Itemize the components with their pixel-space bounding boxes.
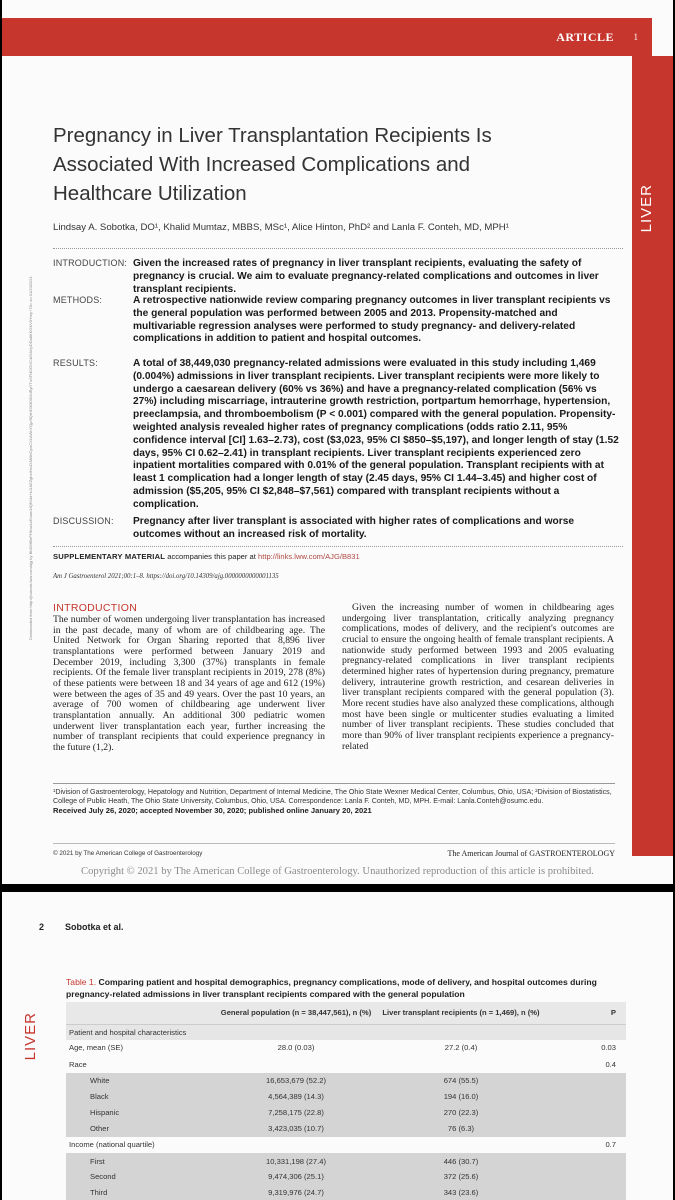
article-header-bar xyxy=(2,18,652,56)
abstract-text: Given the increased rates of pregnancy in liver transplant recipients, evaluating the safety of pregnancy is crucial. We aim to evaluate pregnancy-related complications and outcomes in liver transplant recipients. xyxy=(133,258,599,295)
table-cell xyxy=(216,1024,376,1040)
supplementary-note xyxy=(53,552,360,561)
table-cell: 16,653,679 (52.2) xyxy=(216,1072,376,1088)
table-cell: 270 (22.3) xyxy=(376,1104,546,1120)
table-header-cell: Liver transplant recipients (n = 1,469), n (%) xyxy=(376,1002,546,1024)
table-cell: 10,331,198 (27.4) xyxy=(216,1153,376,1169)
supplementary-link[interactable]: http://links.lww.com/AJG/B831 xyxy=(258,552,360,561)
table-cell xyxy=(546,1088,626,1104)
page-number: 2 xyxy=(39,922,45,932)
table-cell: Other xyxy=(66,1121,216,1137)
table-cell: 9,474,306 (25.1) xyxy=(216,1169,376,1185)
table-cell: Income (national quartile) xyxy=(66,1137,216,1153)
table-cell: Third xyxy=(66,1185,216,1200)
table-cell xyxy=(546,1121,626,1137)
table-row xyxy=(66,1088,626,1104)
table-header-cell xyxy=(66,1002,216,1024)
section-side-label: LIVER xyxy=(22,1012,39,1061)
table-cell: 9,319,976 (24.7) xyxy=(216,1185,376,1200)
introduction-right-column: Given the increasing number of women in childbearing ages undergoing liver transplantation, critically analyzing pregnancy complications, modes of delivery, and the recipient's outcomes are crucial to ensure the ongoing health of female transplant recipients. A nationwide study performed between 1993 and 2005 evaluating pregnancy-related complications in liver transplant recipients determined higher rates of hypertension during pregnancy, premature delivery, intrauterine growth restriction, and cesarean deliveries in liver transplant recipients compared with the general population (3). More recent studies have also analyzed these complications, although most have been single or multicenter studies evaluating a limited number of liver transplant recipients. These studies concluded that more than 90% of liver transplant recipients experience a pregnancy-related xyxy=(342,602,614,752)
table-row xyxy=(66,1121,626,1137)
citation-line: Am J Gastroenterol 2021;00:1–8. https://doi.org/10.14309/ajg.0000000000001135 xyxy=(53,573,279,580)
running-head: Sobotka et al. xyxy=(65,922,124,932)
table-cell: 0.7 xyxy=(546,1137,626,1153)
table-cell xyxy=(376,1024,546,1040)
table-cell xyxy=(376,1137,546,1153)
article-title: Pregnancy in Liver Transplantation Recipients Is Associated With Increased Complications and Healthcare Utilization xyxy=(53,124,492,205)
table-cell: 343 (23.6) xyxy=(376,1185,546,1200)
abstract-top-divider xyxy=(53,248,623,249)
table-cell xyxy=(546,1104,626,1120)
footnote-divider xyxy=(53,783,615,784)
abstract-bottom-divider xyxy=(53,546,623,547)
table-row xyxy=(66,1104,626,1120)
demographics-table xyxy=(66,1002,626,1200)
supplementary-text: accompanies this paper at xyxy=(165,552,258,561)
affiliation-text: ¹Division of Gastroenterology, Hepatology and Nutrition, Department of Internal Medicine, The Ohio State Wexner Medical Center, Columbus, Ohio, USA; ²Division of Biostatistics, College of Public Heath, The Ohio State University, Columbus, Ohio, USA. Correspondence: Lanla F. Conteh, MD, MPH. E-mail: Lanla.Conteh@osumc.edu. xyxy=(53,788,612,806)
table-cell: 4,564,389 (14.3) xyxy=(216,1088,376,1104)
table-cell: Age, mean (SE) xyxy=(66,1040,216,1056)
abstract-label: RESULTS: xyxy=(53,358,98,368)
table-header-cell: P xyxy=(546,1002,626,1024)
article-page-2 xyxy=(2,892,673,1200)
abstract-text: Pregnancy after liver transplant is associated with higher rates of complications and worse outcomes without an increased risk of mortality. xyxy=(133,516,575,540)
table-cell: 0.03 xyxy=(546,1040,626,1056)
received-dates: Received July 26, 2020; accepted November 30, 2020; published online January 20, 2021 xyxy=(53,806,372,816)
author-list: Lindsay A. Sobotka, DO¹, Khalid Mumtaz, MBBS, MSc¹, Alice Hinton, PhD² and Lanla F. Conteh, MD, MPH¹ xyxy=(53,222,509,233)
table-cell: Race xyxy=(66,1056,216,1072)
table-cell xyxy=(546,1072,626,1088)
table-row xyxy=(66,1040,626,1056)
table-cell: 0.4 xyxy=(546,1056,626,1072)
table-caption-text: Comparing patient and hospital demographics, pregnancy complications, mode of delivery, and hospital outcomes during pregnancy-related admissions in liver transplant recipients compared with the general population xyxy=(66,977,597,999)
table-row xyxy=(66,1169,626,1185)
table-number: Table 1. xyxy=(66,977,97,987)
table-cell: 194 (16.0) xyxy=(376,1088,546,1104)
table-cell xyxy=(546,1153,626,1169)
abstract-text: A total of 38,449,030 pregnancy-related admissions were evaluated in this study including 1,469 (0.004%) admissions in liver transplant recipients. Liver transplant recipients were more likely to undergo a caesarean delivery (60% vs 36%) and have a pregnancy-related complication (56% vs 27%) including miscarriage, intrauterine growth restriction, portpartum hemorrhage, hypertension, preeclampsia, and thromboembolism (P < 0.001) compared with the general population. Propensity-weighted analysis revealed higher rates of pregnancy complications (odds ratio 2.11, 95% confidence interval [CI] 1.63–2.73), cost ($3,023, 95% CI $850–$5,197), and longer length of stay (1.52 days, 95% CI 0.62–2.41) in transplant recipients. Liver transplant recipients experienced zero inpatient mortalities compared with 0.01% of the general population. Transplant recipients with at least 1 complication had a longer length of stay (2.45 days, 95% CI 1.44–3.45) and higher cost of admission ($5,205, 95% CI $2,848–$7,561) compared with transplant recipients without a complication. xyxy=(133,358,619,510)
table-cell: 28.0 (0.03) xyxy=(216,1040,376,1056)
footer-journal-name: The American Journal of GASTROENTEROLOGY xyxy=(447,849,615,858)
supplementary-label: SUPPLEMENTARY MATERIAL xyxy=(53,552,166,561)
table-cell: 446 (30.7) xyxy=(376,1153,546,1169)
page-number: 1 xyxy=(633,32,638,42)
footer-copyright-owner: © 2021 by The American College of Gastroenterology xyxy=(53,850,203,857)
article-label: ARTICLE xyxy=(556,30,614,44)
footer-divider xyxy=(53,843,615,844)
introduction-left-column: The number of women undergoing liver transplantation has increased in the past decade, many of whom are of childbearing age. The United Network for Organ Sharing reported that 8,896 liver transplantations were performed between January 2019 and December 2019, including 3,300 (37%) transplants in female recipients. Of the female liver transplant recipients in 2019, 278 (8%) of these patients were between 18 and 34 years of age and 612 (19%) were between the ages of 35 and 49 years. Over the past 10 years, an average of 700 women of childbearing age underwent liver transplantation annually. An additional 300 pediatric women underwent liver transplantation each year, further increasing the number of transplant recipients that could experience pregnancy in the future (1,2). xyxy=(53,614,325,753)
table-header-row xyxy=(66,1002,626,1024)
table-cell xyxy=(546,1169,626,1185)
abstract-label: DISCUSSION: xyxy=(53,516,114,526)
table-cell: 674 (55.5) xyxy=(376,1072,546,1088)
table-cell: Patient and hospital characteristics xyxy=(66,1024,216,1040)
table-cell: 7,258,175 (22.8) xyxy=(216,1104,376,1120)
section-side-tab-label: LIVER xyxy=(638,184,655,233)
table-cell: 27.2 (0.4) xyxy=(376,1040,546,1056)
table-cell: Second xyxy=(66,1169,216,1185)
table-cell: 76 (6.3) xyxy=(376,1121,546,1137)
table-row xyxy=(66,1056,626,1072)
table-row xyxy=(66,1137,626,1153)
table-cell: White xyxy=(66,1072,216,1088)
table-cell: 372 (25.6) xyxy=(376,1169,546,1185)
table-cell xyxy=(216,1137,376,1153)
article-page-1 xyxy=(2,0,673,884)
affiliation-footnote xyxy=(53,788,615,816)
table-cell: 3,423,035 (10.7) xyxy=(216,1121,376,1137)
table-row xyxy=(66,1153,626,1169)
table-cell: Black xyxy=(66,1088,216,1104)
table-row xyxy=(66,1024,626,1040)
copyright-notice: Copyright © 2021 by The American College of Gastroenterology. Unauthorized reproduction of this article is prohibited. xyxy=(81,866,594,877)
download-watermark-strip: Downloaded from http://journals.lww.com/ajg by BhDMf5ePHKav1zEoum1tQfN4a+kJLhEZgbsIHo4XMi0hCywCX1AWnYQp/IlQrHD3i3D0OdRyi7TvSFl4Cf3VC4/OAVpDDa8KKGKV0Ymy+78= on 01/20/2021 xyxy=(28,276,33,640)
table-caption xyxy=(66,976,626,1000)
abstract-text: A retrospective nationwide review comparing pregnancy outcomes in liver transplant recipients vs the general population was performed between 2005 and 2013. Propensity-matched and multivariable regression analyses were performed to study pregnancy- and delivery-related complications in addition to patient and hospital outcomes. xyxy=(133,295,611,345)
introduction-heading: INTRODUCTION xyxy=(53,602,138,614)
table-cell xyxy=(546,1185,626,1200)
table-cell xyxy=(216,1056,376,1072)
table-row xyxy=(66,1185,626,1200)
abstract-label: METHODS: xyxy=(53,295,103,305)
table-cell xyxy=(376,1056,546,1072)
table-header-cell: General population (n = 38,447,561), n (%) xyxy=(216,1002,376,1024)
section-side-tab xyxy=(632,56,673,856)
abstract-label: INTRODUCTION: xyxy=(53,258,128,268)
table-row xyxy=(66,1072,626,1088)
table-cell xyxy=(546,1024,626,1040)
table-cell: First xyxy=(66,1153,216,1169)
table-cell: Hispanic xyxy=(66,1104,216,1120)
